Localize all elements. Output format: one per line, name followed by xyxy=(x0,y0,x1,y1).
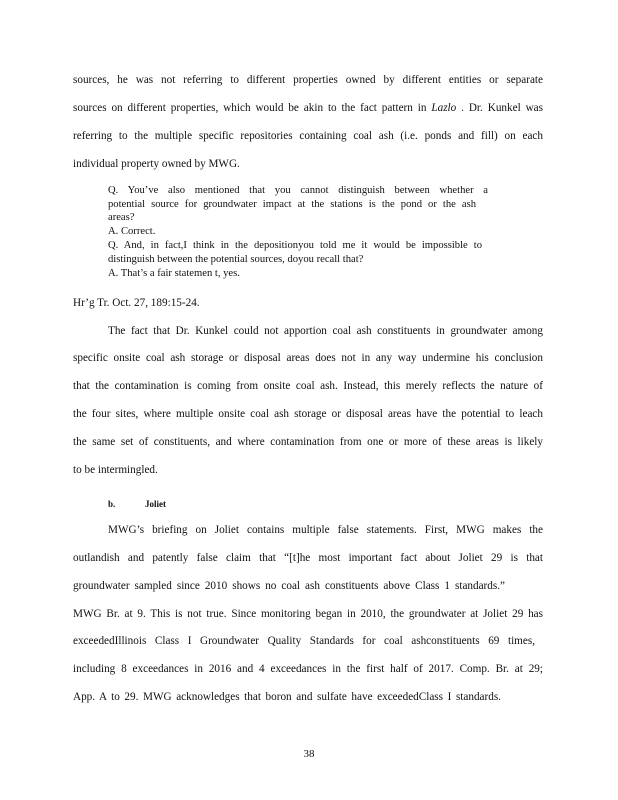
body-text-line: including 8 exceedances in 2016 and 4 exceedances in the first half of 2017. Comp. Br. at 29; xyxy=(73,663,543,675)
body-text-line: The fact that Dr. Kunkel could not apportion coal ash constituents in groundwater among xyxy=(108,325,543,337)
quote-line: A. That’s a fair statemen t, yes. xyxy=(108,268,240,279)
quote-line: Q. And, in fact,I think in the depositionyou told me it would be impossible to xyxy=(108,240,482,251)
body-text-line: referring to the multiple specific repositories containing coal ash (i.e. ponds and fill) on each xyxy=(73,130,543,142)
body-text-line: groundwater sampled since 2010 shows no coal ash constituents above Class 1 standards.” xyxy=(73,580,505,592)
quote-line: Q. You’ve also mentioned that you cannot distinguish between whether a xyxy=(108,185,488,196)
text-span: . Dr. Kunkel was xyxy=(456,102,543,114)
body-text-line: specific onsite coal ash storage or disposal areas does not in any way undermine his conclusion xyxy=(73,352,543,364)
quote-line: A. Correct. xyxy=(108,226,156,237)
body-text-line: to be intermingled. xyxy=(73,464,158,476)
body-text-line: the four sites, where multiple onsite coal ash storage or disposal areas have the potential to leach xyxy=(73,408,543,420)
body-text-line: individual property owned by MWG. xyxy=(73,158,240,170)
citation: Hr’g Tr. Oct. 27, 189:15-24. xyxy=(73,297,200,309)
quote-line: potential source for groundwater impact at the stations is the pond or the ash xyxy=(108,199,476,210)
section-heading-title: Joliet xyxy=(145,499,166,509)
text-span: sources on different properties, which would be akin to the fact pattern in xyxy=(73,102,432,114)
body-text-line: MWG’s briefing on Joliet contains multiple false statements. First, MWG makes the xyxy=(108,524,543,536)
body-text-line: the same set of constituents, and where contamination from one or more of these areas is likely xyxy=(73,436,543,448)
section-heading-label: b. xyxy=(108,499,116,509)
quote-line: distinguish between the potential sources, doyou recall that? xyxy=(108,254,364,265)
body-text-line: outlandish and patently false claim that “[t]he most important fact about Joliet 29 is that xyxy=(73,552,543,564)
quote-line: areas? xyxy=(108,212,135,223)
body-text-line: that the contamination is coming from onsite coal ash. Instead, this merely reflects the nature of xyxy=(73,380,543,392)
body-text-line: exceededIllinois Class I Groundwater Quality Standards for coal ashconstituents 69 times, xyxy=(73,635,535,647)
body-text-line: sources, he was not referring to different properties owned by different entities or separate xyxy=(73,74,543,86)
body-text-line: MWG Br. at 9. This is not true. Since monitoring began in 2010, the groundwater at Joliet 29 has xyxy=(73,608,543,620)
body-text-line: App. A to 29. MWG acknowledges that boron and sulfate have exceededClass I standards. xyxy=(73,691,501,703)
body-text-line xyxy=(73,101,543,115)
page-number: 38 xyxy=(303,748,315,760)
case-name-italic: Lazlo xyxy=(431,102,457,114)
